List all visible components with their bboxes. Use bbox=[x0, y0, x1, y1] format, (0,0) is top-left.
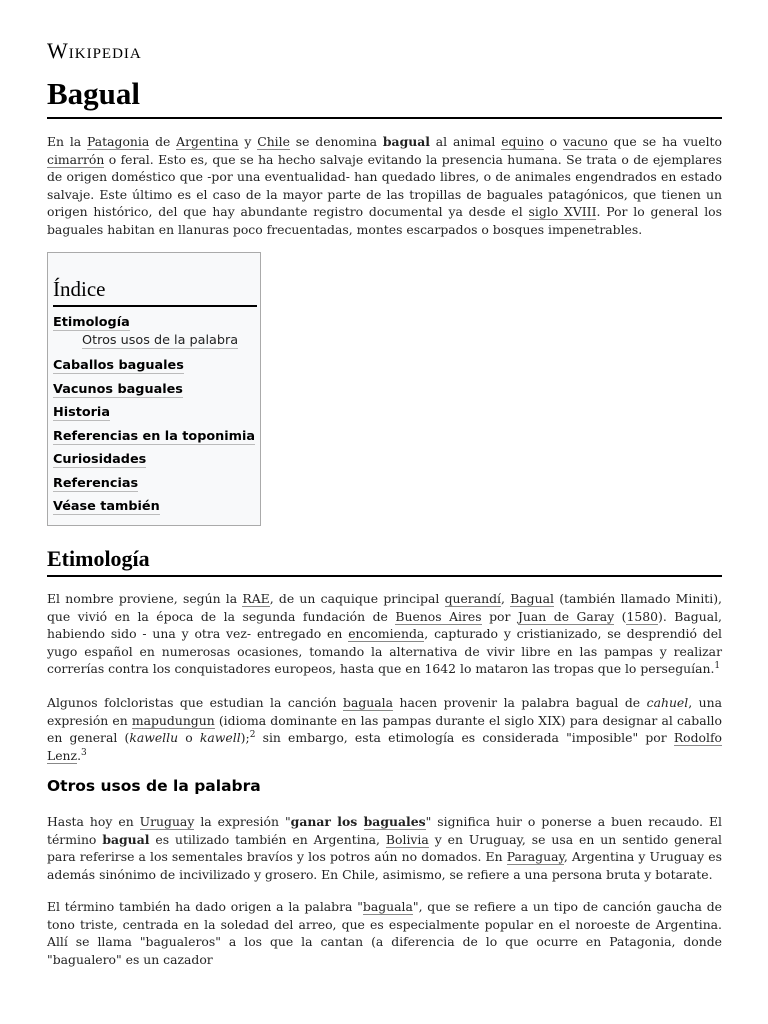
toc-title: Índice bbox=[53, 277, 106, 301]
link-encomienda[interactable]: encomienda bbox=[348, 626, 425, 642]
reference-3[interactable]: 3 bbox=[81, 747, 87, 758]
toc-item-vease-tambien[interactable]: Véase también bbox=[53, 499, 160, 514]
link-buenos-aires[interactable]: Buenos Aires bbox=[395, 608, 482, 624]
title-rule bbox=[47, 117, 722, 119]
link-querandi[interactable]: querandí bbox=[444, 591, 501, 606]
link-mapudungun[interactable]: mapudungun bbox=[131, 712, 215, 728]
etimologia-paragraph-2: Algunos folcloristas que estudian la canción baguala hacen provenir la palabra bagual de cahuel, una expresión en mapudungun (idioma dominante en las pampas durante el siglo XIX) para designar al caballo en general (kawellu o kawell);$^2$ sin embargo, esta etimología es considerada "imposible" por Rodolfo Lenz.$^3$ bbox=[47, 695, 723, 763]
link-rodolfo-lenz[interactable]: Rodolfo Lenz bbox=[47, 730, 723, 763]
toc-item-curiosidades[interactable]: Curiosidades bbox=[53, 452, 147, 467]
link-vacuno[interactable]: vacuno bbox=[562, 134, 608, 149]
toc-item-etimologia[interactable]: Etimología bbox=[53, 315, 130, 330]
link-chile[interactable]: Chile bbox=[257, 134, 290, 149]
etimologia-rule bbox=[47, 575, 722, 577]
otros-usos-paragraph-2: El término también ha dado origen a la palabra "baguala", que se refiere a un tipo de canción gaucha de tono triste, centrada en la soledad del arreo, que es especialmente popular en el noroeste de Argentina. Allí se llama "bagualeros" a los que la cantan (a diferencia de lo que ocurre en Patagonia, donde "bagualero" es un cazador bbox=[47, 899, 722, 967]
link-juan-de-garay[interactable]: Juan de Garay bbox=[517, 608, 615, 624]
link-patagonia[interactable]: Patagonia bbox=[87, 134, 150, 149]
link-siglo-xviii[interactable]: siglo XVIII bbox=[528, 204, 597, 220]
link-bagual[interactable]: Bagual bbox=[510, 591, 554, 606]
toc-item-vacunos-baguales[interactable]: Vacunos baguales bbox=[53, 382, 183, 397]
toc-item-referencias[interactable]: Referencias bbox=[53, 476, 139, 491]
link-argentina[interactable]: Argentina bbox=[176, 134, 239, 149]
link-baguala-2[interactable]: baguala bbox=[362, 899, 413, 914]
toc-item-toponimia[interactable]: Referencias en la toponimia bbox=[53, 429, 255, 444]
toc-item-historia[interactable]: Historia bbox=[53, 405, 110, 420]
etimologia-paragraph-1: El nombre proviene, según la RAE, de un caquique principal querandí, Bagual (también llamado Miniti), que vivió en la época de la segunda fundación de Buenos Aires por Juan de Garay (1580). Bagual, habiendo sido - una y otra vez- entregado en encomienda, capturado y cristianizado, se desprendió del yugo español en numerosas ocasiones, tomando la alternativa de vivir libre en las pampas y realizar correrías contra los conquistadores europeos, hasta que en 1642 lo mataron las tropas que lo perseguían.$^1$ bbox=[47, 591, 723, 677]
link-bolivia[interactable]: Bolivia bbox=[385, 831, 429, 847]
link-paraguay[interactable]: Paraguay bbox=[506, 849, 564, 865]
link-cimarron[interactable]: cimarrón bbox=[47, 151, 105, 167]
toc-item-caballos-baguales[interactable]: Caballos baguales bbox=[53, 358, 184, 373]
link-rae[interactable]: RAE bbox=[242, 591, 270, 606]
link-1580[interactable]: 1580 bbox=[626, 608, 659, 624]
link-baguales[interactable]: baguales bbox=[363, 814, 426, 829]
wikipedia-wordmark[interactable]: Wikipedia bbox=[47, 38, 142, 63]
toc-item-otros-usos[interactable]: Otros usos de la palabra bbox=[82, 333, 239, 348]
toc-rule bbox=[53, 305, 257, 307]
heading-etimologia: Etimología bbox=[47, 546, 150, 571]
heading-otros-usos: Otros usos de la palabra bbox=[47, 777, 261, 795]
link-baguala[interactable]: baguala bbox=[343, 695, 393, 710]
intro-paragraph: En la Patagonia de Argentina y Chile se denomina bagual al animal equino o vacuno que se ha vuelto cimarrón o feral. Esto es, que se ha hecho salvaje evitando la presencia humana. Se trata o de ejemplares de origen doméstico que -por una eventualidad- han quedado libres, o de animales engendrados en estado salvaje. Este último es el caso de la mayor parte de las tropillas de baguales patagónicos, que tienen un origen histórico, del que hay abundante registro documental ya desde el siglo XVIII. Por lo general los baguales habitan en llanuras poco frecuentadas, montes escarpados o bosques impenetrables. bbox=[47, 134, 722, 237]
table-of-contents bbox=[47, 252, 261, 526]
reference-2[interactable]: 2 bbox=[249, 730, 256, 741]
link-uruguay[interactable]: Uruguay bbox=[139, 814, 195, 829]
otros-usos-paragraph-1: Hasta hoy en Uruguay la expresión "ganar los baguales" significa huir o ponerse a buen recaudo. El término bagual es utilizado también en Argentina, Bolivia y en Uruguay, se usa en un sentido general para referirse a los sementales bravíos y los potros aún no domados. En Paraguay, Argentina y Uruguay es además sinónimo de incivilizado y grosero. En Chile, asimismo, se refiere a una persona bruta y botarate. bbox=[47, 814, 722, 882]
reference-1[interactable]: 1 bbox=[714, 661, 721, 672]
link-equino[interactable]: equino bbox=[501, 134, 544, 149]
article-title: Bagual bbox=[47, 76, 141, 111]
